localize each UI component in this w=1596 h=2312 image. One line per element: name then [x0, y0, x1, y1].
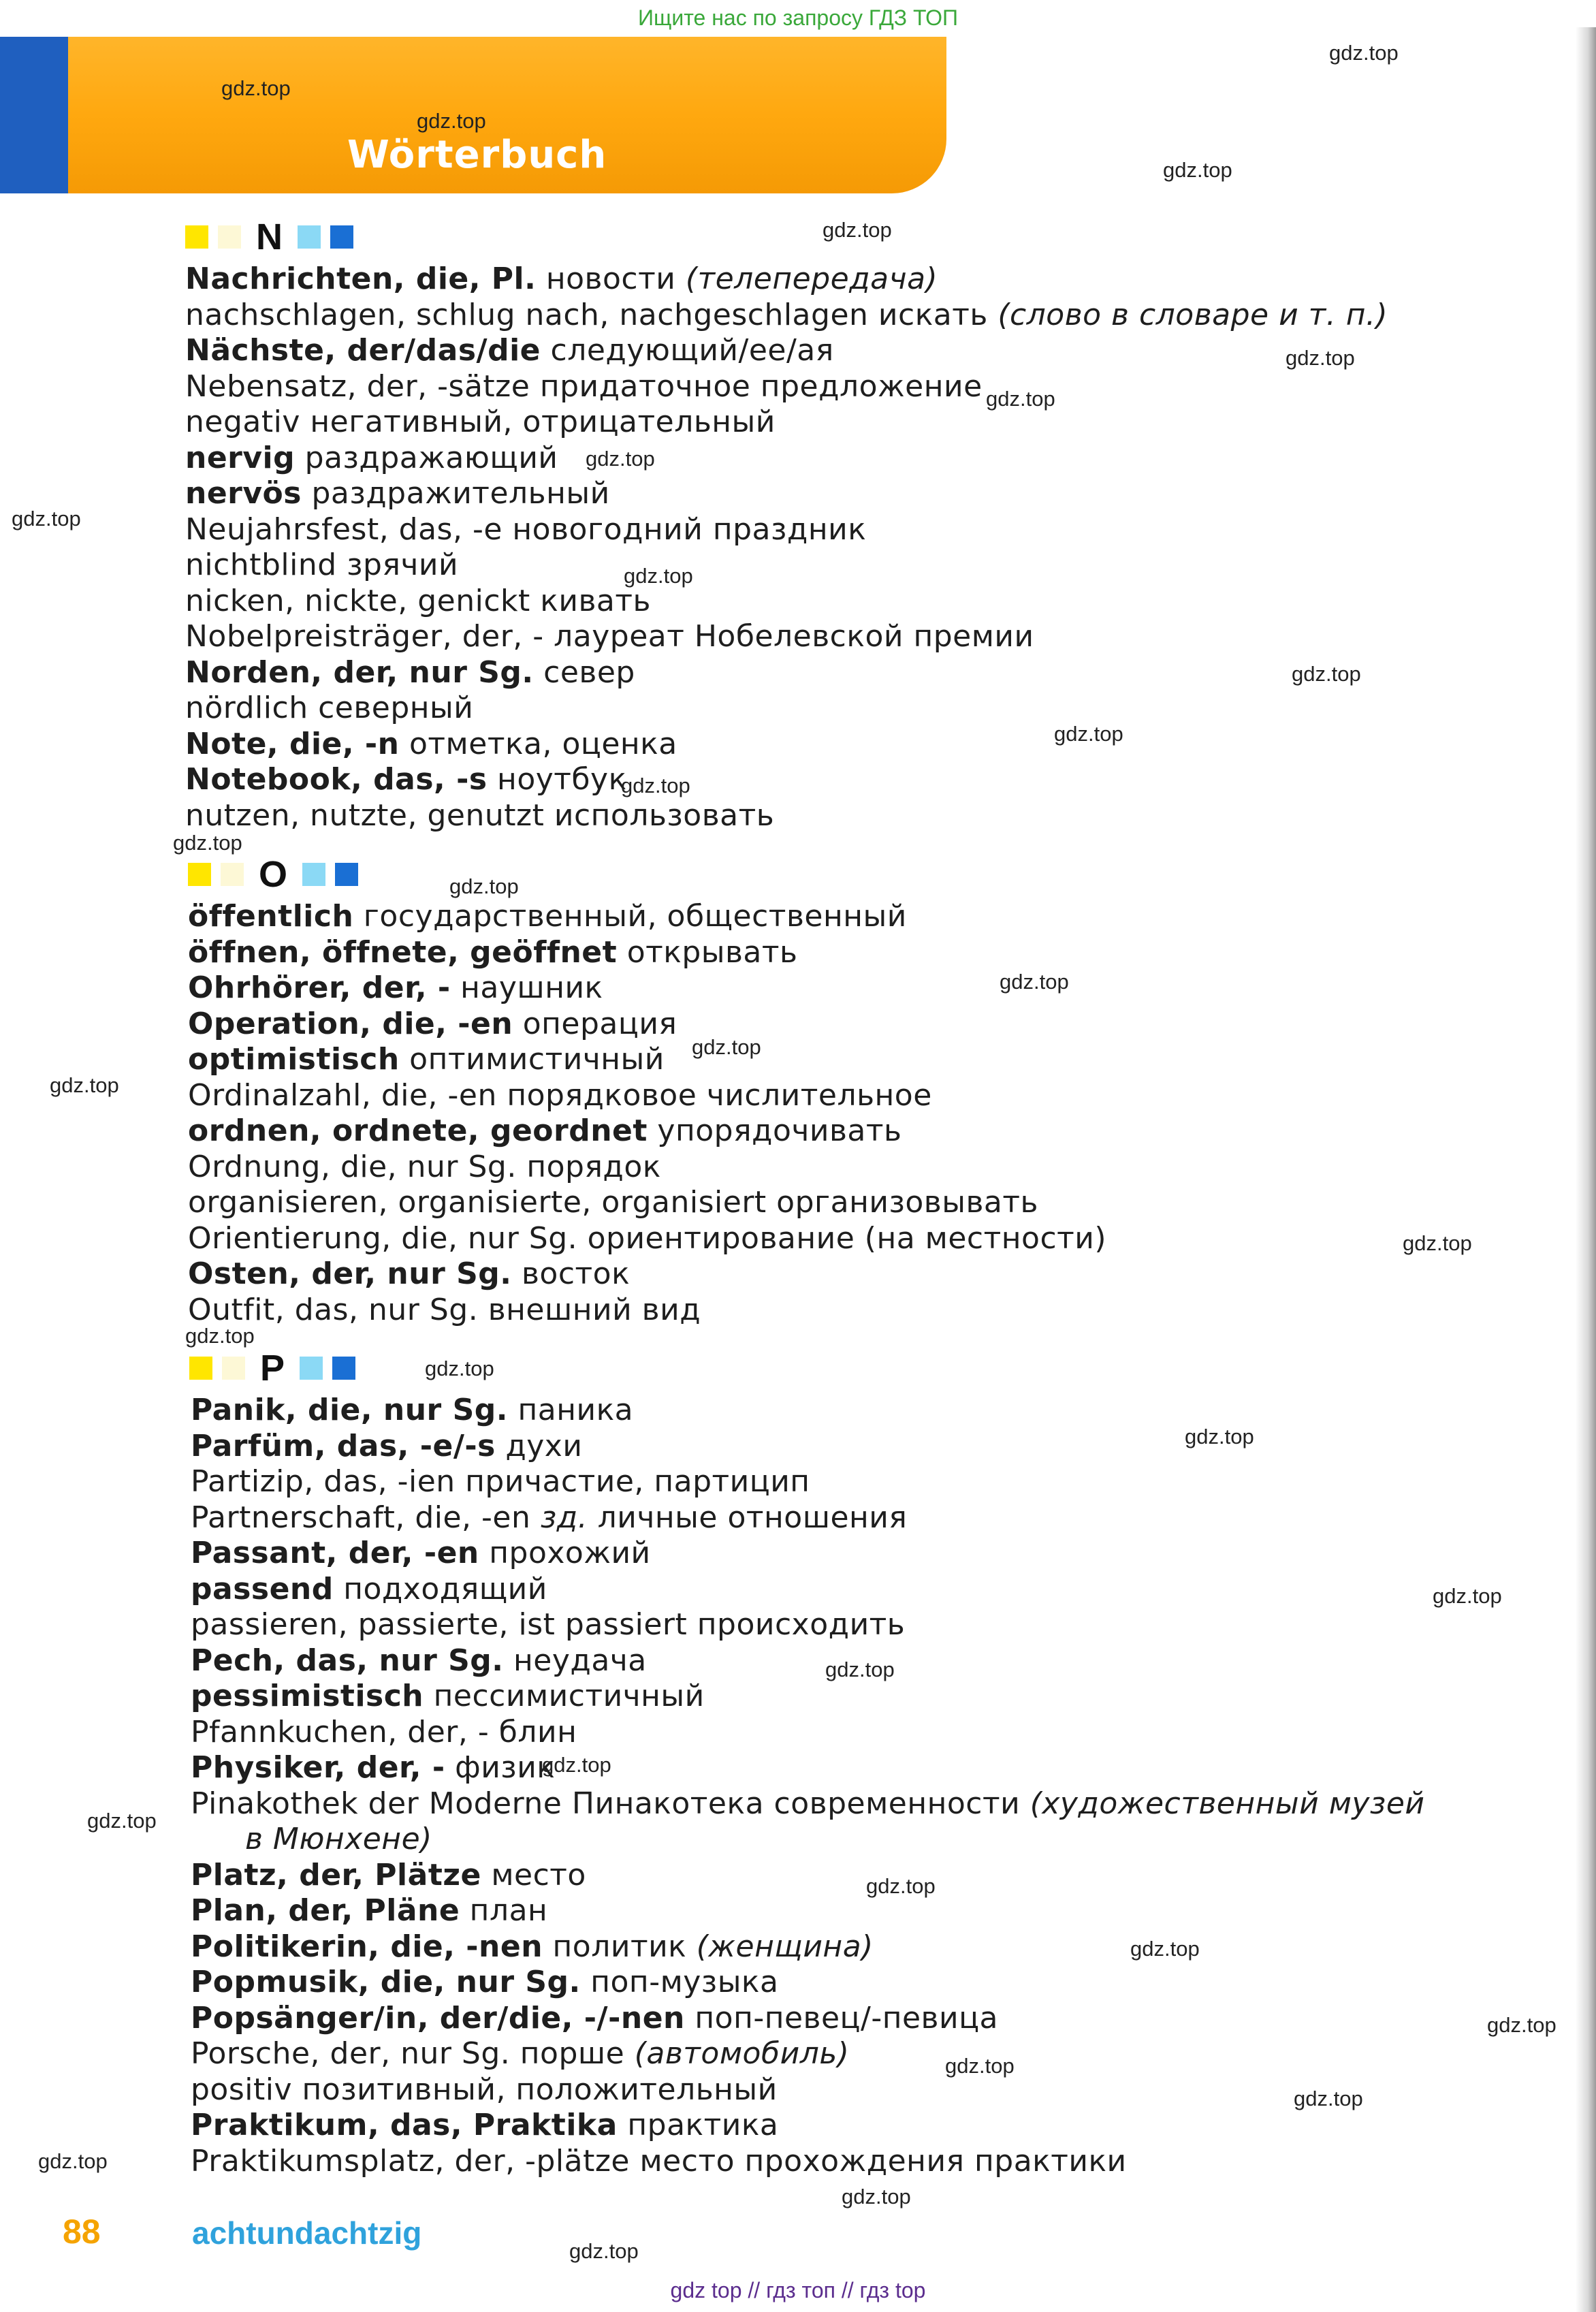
dictionary-entry: negativ негативный, отрицательный — [185, 405, 776, 439]
dictionary-entry-continuation: в Мюнхене) — [245, 1822, 432, 1856]
entry-list-p — [191, 1393, 1425, 2179]
dictionary-entry: positiv позитивный, положительный — [191, 2072, 778, 2107]
watermark: gdz.top — [1329, 41, 1399, 65]
dictionary-entry: nicken, nickte, genickt кивать — [185, 583, 651, 618]
dictionary-entry: Notebook, das, -s ноутбук — [185, 762, 627, 797]
dictionary-entry: Politikerin, die, -nen политик (женщина) — [191, 1929, 874, 1964]
dictionary-entry: Parfüm, das, -e/-s духи — [191, 1428, 583, 1463]
watermark: gdz.top — [866, 1874, 936, 1898]
dictionary-entry: Nobelpreisträger, der, - лауреат Нобелевской премии — [185, 619, 1034, 654]
light-blue-square-icon — [302, 863, 325, 886]
blue-square-icon — [332, 1357, 355, 1380]
watermark: gdz.top — [221, 76, 291, 100]
light-blue-square-icon — [298, 225, 321, 249]
dictionary-entry: Panik, die, nur Sg. паника — [191, 1393, 634, 1427]
watermark: gdz.top — [569, 2239, 639, 2263]
section-letter: O — [259, 854, 288, 895]
section-header-n — [185, 217, 363, 257]
dictionary-entry: Note, die, -n отметка, оценка — [185, 726, 677, 761]
watermark: gdz.top — [12, 507, 81, 531]
watermark: gdz.top — [417, 109, 486, 133]
section-letter: P — [260, 1348, 285, 1389]
watermark: gdz.top — [425, 1357, 494, 1380]
dictionary-entry: nichtblind зрячий — [185, 548, 459, 582]
dictionary-entry: Orientierung, die, nur Sg. ориентирование (на местности) — [188, 1220, 1107, 1256]
watermark: gdz.top — [823, 218, 892, 242]
dictionary-entry: Ordnung, die, nur Sg. порядок — [188, 1149, 661, 1184]
section-letter: N — [256, 217, 283, 257]
dictionary-entry: nutzen, nutzte, genutzt использовать — [185, 797, 775, 833]
dictionary-entry: pessimistisch пессимистичный — [191, 1679, 705, 1713]
entry-list-n — [185, 262, 1388, 834]
dictionary-entry: Ohrhörer, der, - наушник — [188, 970, 603, 1005]
watermark: gdz.top — [825, 1658, 895, 1681]
watermark: gdz.top — [842, 2185, 911, 2208]
dictionary-entry: passieren, passierte, ist passiert происходить — [191, 1607, 906, 1642]
watermark: gdz.top — [1403, 1231, 1472, 1255]
watermark: gdz.top — [38, 2149, 108, 2173]
bottom-banner: gdz top // гдз топ // гдз top — [670, 2278, 926, 2302]
watermark: gdz.top — [1286, 346, 1355, 370]
watermark: gdz.top — [945, 2054, 1015, 2078]
dictionary-entry: Physiker, der, - физик — [191, 1750, 556, 1785]
light-blue-square-icon — [300, 1357, 323, 1380]
watermark: gdz.top — [1294, 2087, 1363, 2110]
watermark: gdz.top — [87, 1809, 157, 1833]
watermark: gdz.top — [449, 874, 519, 898]
cream-square-icon — [218, 225, 241, 249]
dictionary-entry: Pfannkuchen, der, - блин — [191, 1714, 577, 1749]
dictionary-entry: Passant, der, -en прохожий — [191, 1536, 651, 1570]
dictionary-entry: öffentlich государственный, общественный — [188, 899, 907, 934]
watermark: gdz.top — [1000, 970, 1069, 994]
dictionary-entry: Popsänger/in, der/die, -/-nen поп-певец/-певица — [191, 2000, 998, 2036]
section-header-o — [188, 854, 368, 895]
page-number: 88 — [63, 2213, 101, 2251]
page-title: Wörterbuch — [347, 133, 607, 177]
watermark: gdz.top — [1130, 1937, 1200, 1961]
dictionary-entry: Ordinalzahl, die, -en порядковое числительное — [188, 1077, 932, 1113]
blue-square-icon — [330, 225, 353, 249]
dictionary-entry: Nebensatz, der, -sätze придаточное предложение — [185, 368, 983, 404]
dictionary-entry: Outfit, das, nur Sg. внешний вид — [188, 1292, 701, 1327]
watermark: gdz.top — [1185, 1425, 1254, 1448]
top-search-banner: Ищите нас по запросу ГДЗ ТОП — [638, 5, 958, 30]
dictionary-entry: Operation, die, -en операция — [188, 1006, 677, 1041]
dictionary-entry: Nächste, der/das/die следующий/ее/ая — [185, 333, 834, 368]
watermark: gdz.top — [624, 564, 693, 588]
page-edge-shadow — [1576, 27, 1596, 2312]
dictionary-entry: Pech, das, nur Sg. неудача — [191, 1643, 647, 1678]
blue-square-icon — [335, 863, 358, 886]
dictionary-entry: Nachrichten, die, Pl. новости (телепередача) — [185, 262, 938, 296]
dictionary-entry: Platz, der, Plätze место — [191, 1857, 586, 1893]
dictionary-entry: nervig раздражающий — [185, 440, 558, 475]
section-header-p — [189, 1348, 365, 1389]
dictionary-entry: Norden, der, nur Sg. север — [185, 654, 635, 690]
dictionary-entry: optimistisch оптимистичный — [188, 1042, 665, 1077]
watermark: gdz.top — [586, 447, 655, 471]
dictionary-entry: nervös раздражительный — [185, 476, 610, 511]
page-number-word: achtundachtzig — [192, 2215, 422, 2251]
watermark: gdz.top — [1292, 662, 1361, 686]
dictionary-entry: passend подходящий — [191, 1571, 547, 1606]
watermark: gdz.top — [1433, 1584, 1502, 1608]
dictionary-entry: nördlich северный — [185, 691, 474, 725]
watermark: gdz.top — [1163, 158, 1232, 182]
yellow-square-icon — [189, 1357, 212, 1380]
dictionary-entry: Partnerschaft, die, -en зд. личные отношения — [191, 1500, 908, 1535]
watermark: gdz.top — [1054, 722, 1123, 746]
yellow-square-icon — [188, 863, 211, 886]
dictionary-entry: Partizip, das, -ien причастие, партицип — [191, 1464, 810, 1499]
cream-square-icon — [222, 1357, 245, 1380]
watermark: gdz.top — [621, 774, 690, 797]
cream-square-icon — [221, 863, 244, 886]
entry-list-o — [188, 899, 1106, 1328]
watermark: gdz.top — [173, 831, 242, 855]
dictionary-entry: Neujahrsfest, das, -e новогодний праздник — [185, 511, 867, 547]
dictionary-entry: Osten, der, nur Sg. восток — [188, 1256, 631, 1291]
dictionary-entry: Plan, der, Pläne план — [191, 1893, 548, 1928]
dictionary-entry: nachschlagen, schlug nach, nachgeschlagen искать (слово в словаре и т. п.) — [185, 297, 1388, 332]
dictionary-entry: ordnen, ordnete, geordnet упорядочивать — [188, 1113, 902, 1148]
dictionary-entry: öffnen, öffnete, geöffnet открывать — [188, 934, 798, 970]
watermark: gdz.top — [986, 387, 1055, 411]
dictionary-entry: Praktikumsplatz, der, -plätze место прохождения практики — [191, 2143, 1127, 2179]
dictionary-entry: Porsche, der, nur Sg. порше (автомобиль) — [191, 2036, 850, 2071]
dictionary-entry: Pinakothek der Moderne Пинакотека современности (художественный музей — [191, 1786, 1425, 1821]
watermark: gdz.top — [692, 1035, 761, 1059]
watermark: gdz.top — [185, 1324, 255, 1348]
header-blue-band — [0, 37, 68, 193]
watermark: gdz.top — [542, 1753, 611, 1777]
watermark: gdz.top — [50, 1073, 119, 1097]
dictionary-entry: Popmusik, die, nur Sg. поп-музыка — [191, 1965, 779, 1999]
dictionary-entry: organisieren, organisierte, organisiert организовывать — [188, 1185, 1038, 1220]
yellow-square-icon — [185, 225, 208, 249]
dictionary-entry: Praktikum, das, Praktika практика — [191, 2108, 779, 2142]
watermark: gdz.top — [1487, 2013, 1557, 2037]
